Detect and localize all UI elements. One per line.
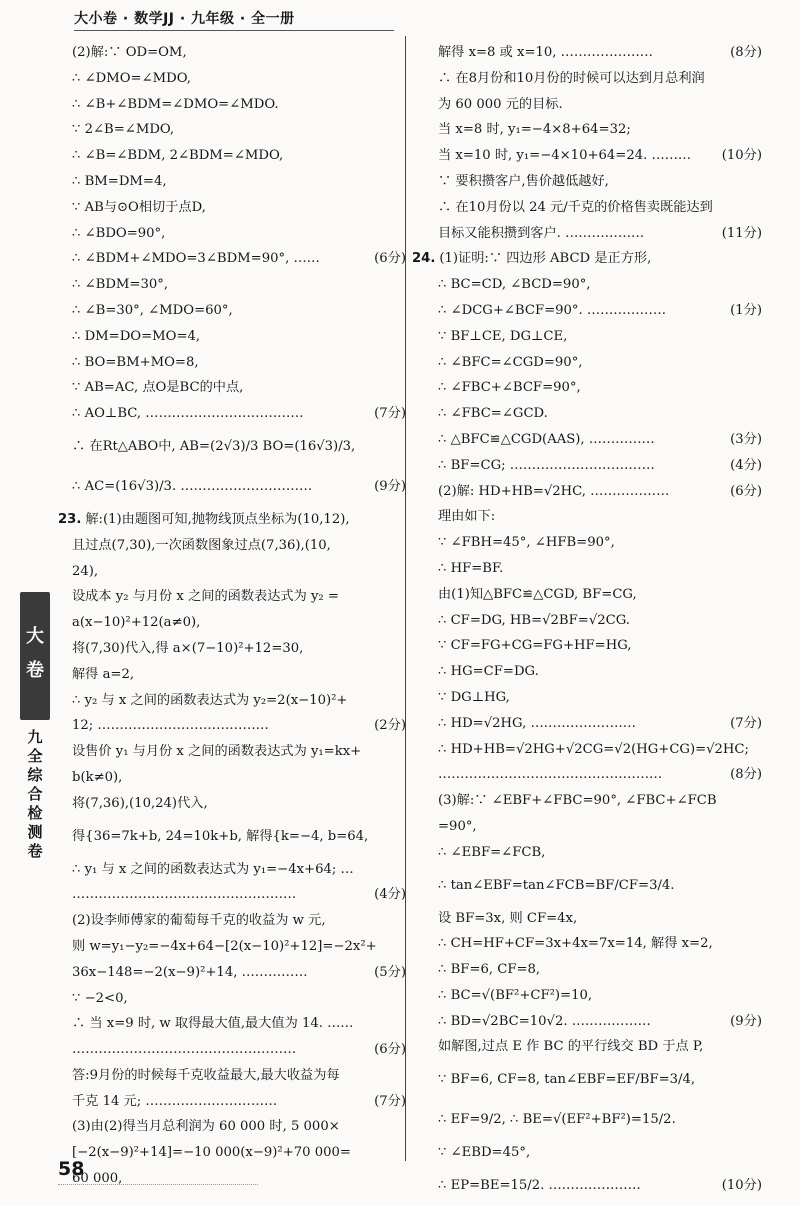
line-text: ∴ ∠EBF=∠FCB, [438, 844, 546, 860]
line-text: ∴ DM=DO=MO=4, [72, 328, 201, 344]
line-text: =90°, [438, 818, 477, 834]
line-text: a(x−10)²+12(a≠0), [72, 615, 201, 631]
solution-line [412, 453, 762, 479]
line-text: 36x−148=−2(x−9)²+14, …………… [72, 964, 308, 980]
line-text: ∵ BF⊥CE, DG⊥CE, [438, 328, 568, 344]
line-text: ∵ 要积攒客户,售价越低越好, [438, 173, 609, 189]
line-text: 24), [72, 563, 99, 579]
solution-line [58, 662, 406, 688]
line-text: 将(7,30)代入,得 a×(7−10)²+12=30, [72, 640, 304, 656]
line-text: …………………………………………… [438, 767, 663, 783]
line-text: 且过点(7,30),一次函数图象过点(7,36),(10, [72, 537, 331, 553]
line-text: ∴ HG=CF=DG. [438, 664, 539, 680]
solution-line [412, 866, 762, 906]
line-text: …………………………………………… [72, 887, 297, 903]
line-text: 如解图,过点 E 作 BC 的平行线交 BD 于点 P, [438, 1039, 704, 1055]
line-text: 理由如下: [438, 509, 496, 525]
solution-line [412, 1060, 762, 1100]
solution-line [412, 221, 762, 247]
line-text: ∴ CF=DG, HB=√2BF=√2CG. [438, 612, 630, 628]
line-text: ∵ CF=FG+CG=FG+HF=HG, [438, 638, 632, 654]
solution-line [58, 195, 406, 221]
solution-line [58, 584, 406, 610]
line-text: ∴ BO=BM+MO=8, [72, 354, 199, 370]
line-text: 设售价 y₁ 与月份 x 之间的函数表达式为 y₁=kx+ [72, 744, 362, 760]
line-text: ∴ AO⊥BC, ……………………………… [72, 406, 304, 422]
line-text: ∴ ∠BDO=90°, [72, 225, 166, 241]
column-divider [405, 36, 406, 1161]
line-text: (2)解:∵ OD=OM, [72, 45, 187, 60]
line-text: ∴ HD=√2HG, …………………… [438, 715, 636, 731]
solution-line [412, 298, 762, 324]
solution-line [412, 479, 762, 505]
solution-line [58, 636, 406, 662]
solution-line [412, 40, 762, 66]
solution-line [412, 659, 762, 685]
line-text: 则 w=y₁−y₂=−4x+64−[2(x−10)²+12]=−2x²+ [72, 938, 377, 954]
line-text: …………………………………………… [72, 1042, 297, 1058]
line-text: ∵ ∠EBD=45°, [438, 1145, 531, 1161]
left-column [58, 40, 406, 1192]
solution-line [58, 1114, 406, 1140]
line-text: 设成本 y₂ 与月份 x 之间的函数表达式为 y₂ = [72, 589, 339, 605]
line-text: ∵ ∠FBH=45°, ∠HFB=90°, [438, 535, 615, 551]
solution-line [58, 298, 406, 324]
solution-line [58, 533, 406, 559]
score-marker: (7分) [374, 1093, 406, 1109]
line-text: (2)设李师傅家的葡萄每千克的收益为 w 元, [72, 913, 326, 929]
solution-line [58, 1140, 406, 1166]
solution-line [58, 817, 406, 857]
solution-line [58, 1063, 406, 1089]
question-number: 24. [412, 251, 436, 267]
line-text: ∴ EF=9/2, ∴ BE=√(EF²+BF²)=15/2. [438, 1112, 676, 1128]
solution-line [58, 713, 406, 739]
line-text: (1)证明:∵ 四边形 ABCD 是正方形, [439, 251, 652, 267]
side-tab-char: 卷 [26, 660, 44, 681]
solution-line [412, 195, 762, 221]
solution-line [58, 1011, 406, 1037]
solution-line [58, 272, 406, 298]
solution-line [412, 957, 762, 983]
score-marker: (9分) [730, 1013, 762, 1029]
line-text: 解得 x=8 或 x=10, ………………… [438, 45, 653, 60]
line-text: ∴ ∠B+∠BDM=∠DMO=∠MDO. [72, 96, 279, 112]
solution-line [412, 324, 762, 350]
solution-line [412, 246, 762, 272]
solution-line [412, 504, 762, 530]
line-text: 将(7,36),(10,24)代入, [72, 795, 208, 811]
line-text: ∴ 在10月份以 24 元/千克的价格售卖既能达到 [438, 199, 713, 215]
score-marker: (3分) [730, 431, 762, 447]
footer-rule [58, 1184, 258, 1185]
solution-line [58, 739, 406, 765]
line-text: 得{36=7k+b, 24=10k+b, 解得{k=−4, b=64, [72, 828, 369, 844]
line-text: ∴ BF=CG; …………………………… [438, 457, 655, 473]
line-text: ∵ AB与⊙O相切于点D, [72, 199, 206, 215]
solution-line [412, 1009, 762, 1035]
line-text: ∴ 在8月份和10月份的时候可以达到月总利润 [438, 70, 705, 86]
score-marker: (4分) [374, 887, 406, 903]
line-text: 目标又能积攒到客户. ……………… [438, 225, 645, 241]
line-text: b(k≠0), [72, 769, 123, 785]
line-text: ∴ HF=BF. [438, 560, 504, 576]
line-text: ∵ BF=6, CF=8, tan∠EBF=EF/BF=3/4, [438, 1072, 696, 1088]
solution-line [58, 401, 406, 427]
score-marker: (6分) [374, 1042, 406, 1058]
line-text: 12; ………………………………… [72, 718, 269, 734]
solution-line [412, 350, 762, 376]
solution-line [412, 375, 762, 401]
line-text: 由(1)知△BFC≌△CGD, BF=CG, [438, 586, 637, 602]
side-tab-label [20, 620, 50, 688]
solution-line [58, 610, 406, 636]
solution-line [412, 1034, 762, 1060]
line-text: (3)解:∵ ∠EBF+∠FBC=90°, ∠FBC+∠FCB [438, 793, 717, 809]
score-marker: (10分) [721, 148, 762, 164]
line-text: (2)解: HD+HB=√2HC, ……………… [438, 483, 670, 499]
score-marker: (6分) [374, 251, 406, 267]
line-text: ∵ −2<0, [72, 990, 128, 1006]
solution-line [412, 711, 762, 737]
line-text: ∴ ∠DMO=∠MDO, [72, 70, 191, 86]
solution-line [412, 931, 762, 957]
solution-line [412, 427, 762, 453]
line-text: 60 000, [72, 1171, 123, 1187]
score-marker: (9分) [374, 478, 406, 494]
solution-line [58, 559, 406, 585]
solution-line [58, 169, 406, 195]
solution-line [412, 401, 762, 427]
line-text: 当 x=10 时, y₁=−4×10+64=24. ……… [438, 148, 692, 164]
solution-line [412, 556, 762, 582]
solution-line [412, 983, 762, 1009]
solution-line [58, 857, 406, 883]
line-text: ∵ DG⊥HG, [438, 689, 510, 705]
line-text: [−2(x−9)²+14]=−10 000(x−9)²+70 000= [72, 1145, 351, 1161]
score-marker: (8分) [730, 45, 762, 60]
line-text: ∴ ∠BDM=30°, [72, 277, 169, 293]
score-marker: (11分) [721, 225, 762, 241]
solution-line [412, 1140, 762, 1166]
line-text: ∴ ∠BDM+∠MDO=3∠BDM=90°, …… [72, 251, 320, 267]
line-text: ∴ EP=BE=15/2. ………………… [438, 1178, 641, 1194]
solution-line [58, 1037, 406, 1063]
solution-line [412, 737, 762, 763]
score-marker: (4分) [730, 457, 762, 473]
solution-line [58, 765, 406, 791]
solution-line [58, 324, 406, 350]
page-number: 58 [58, 1158, 85, 1180]
solution-line [58, 92, 406, 118]
line-text: ∴ ∠B=∠BDM, 2∠BDM=∠MDO, [72, 148, 284, 164]
solution-line [58, 350, 406, 376]
solution-line [58, 66, 406, 92]
solution-line [412, 1100, 762, 1140]
solution-line [412, 169, 762, 195]
solution-line [58, 143, 406, 169]
line-text: ∴ ∠DCG+∠BCF=90°. ……………… [438, 302, 667, 318]
solution-line [58, 221, 406, 247]
solution-line [58, 882, 406, 908]
line-text: 当 x=8 时, y₁=−4×8+64=32; [438, 122, 631, 138]
line-text: 解:(1)由题图可知,抛物线顶点坐标为(10,12), [85, 511, 350, 527]
line-text: ∴ y₂ 与 x 之间的函数表达式为 y₂=2(x−10)²+ [72, 692, 348, 708]
score-marker: (6分) [730, 483, 762, 499]
solution-line [58, 40, 406, 66]
side-caption: 九全综合检测卷 [27, 728, 43, 860]
solution-line [58, 960, 406, 986]
line-text: ∴ 在Rt△ABO中, AB=(2√3)/3 BO=(16√3)/3, [72, 438, 356, 454]
running-header: 大小卷 · 数学JJ · 九年级 · 全一册 [74, 11, 295, 27]
line-text: ∴ BM=DM=4, [72, 173, 167, 189]
solution-line [58, 908, 406, 934]
solution-line [412, 814, 762, 840]
solution-line [412, 272, 762, 298]
line-text: ∴ AC=(16√3)/3. ………………………… [72, 478, 313, 494]
line-text: 解得 a=2, [72, 666, 135, 682]
solution-line [412, 66, 762, 92]
line-text: ∴ 当 x=9 时, w 取得最大值,最大值为 14. …… [72, 1016, 354, 1032]
line-text: ∴ BC=CD, ∠BCD=90°, [438, 277, 591, 293]
side-tab-char: 大 [26, 626, 44, 647]
score-marker: (7分) [374, 406, 406, 422]
right-column [412, 40, 762, 1206]
line-text: ∵ AB=AC, 点O是BC的中点, [72, 380, 244, 396]
solution-line [412, 143, 762, 169]
solution-line [58, 246, 406, 272]
line-text: ∴ ∠FBC=∠GCD. [438, 406, 548, 422]
score-marker: (1分) [730, 302, 762, 318]
side-tab [20, 592, 50, 720]
score-marker: (10分) [721, 1178, 762, 1194]
solution-line [58, 791, 406, 817]
header-rule [74, 30, 394, 31]
solution-line [412, 530, 762, 556]
solution-line [412, 762, 762, 788]
solution-line [58, 375, 406, 401]
solution-line [58, 507, 406, 533]
line-text: 千克 14 元; ………………………… [72, 1093, 278, 1109]
solution-line [412, 788, 762, 814]
solution-line [412, 840, 762, 866]
solution-line [58, 986, 406, 1012]
solution-line [412, 582, 762, 608]
line-text: ∴ ∠B=30°, ∠MDO=60°, [72, 302, 233, 318]
line-text: ∴ CH=HF+CF=3x+4x=7x=14, 解得 x=2, [438, 936, 713, 952]
solution-line [58, 117, 406, 143]
solution-line [412, 1166, 762, 1206]
solution-line [412, 685, 762, 711]
solution-line [58, 1166, 406, 1192]
score-marker: (5分) [374, 964, 406, 980]
score-marker: (7分) [730, 715, 762, 731]
line-text: ∴ BD=√2BC=10√2. ……………… [438, 1013, 651, 1029]
solution-line [58, 427, 406, 467]
question-number: 23. [58, 511, 82, 527]
line-text: ∴ ∠FBC+∠BCF=90°, [438, 380, 581, 396]
score-marker: (2分) [374, 718, 406, 734]
line-text: ∴ BF=6, CF=8, [438, 962, 541, 978]
line-text: 设 BF=3x, 则 CF=4x, [438, 910, 578, 926]
line-text: ∴ △BFC≌△CGD(AAS), …………… [438, 431, 655, 447]
solution-line [58, 934, 406, 960]
solution-line [58, 467, 406, 507]
line-text: ∴ y₁ 与 x 之间的函数表达式为 y₁=−4x+64; … [72, 861, 354, 877]
solution-line [58, 1089, 406, 1115]
solution-line [412, 633, 762, 659]
line-text: ∵ 2∠B=∠MDO, [72, 122, 175, 138]
line-text: 为 60 000 元的目标. [438, 96, 563, 112]
line-text: (3)由(2)得当月总利润为 60 000 时, 5 000× [72, 1119, 340, 1135]
solution-line [412, 906, 762, 932]
solution-line [412, 117, 762, 143]
solution-line [58, 688, 406, 714]
line-text: ∴ ∠BFC=∠CGD=90°, [438, 354, 583, 370]
line-text: ∴ HD+HB=√2HG+√2CG=√2(HG+CG)=√2HC; [438, 741, 749, 757]
solution-line [412, 608, 762, 634]
line-text: ∴ tan∠EBF=tan∠FCB=BF/CF=3/4. [438, 877, 675, 893]
line-text: ∴ BC=√(BF²+CF²)=10, [438, 987, 593, 1003]
solution-line [412, 92, 762, 118]
score-marker: (8分) [730, 767, 762, 783]
line-text: 答:9月份的时候每千克收益最大,最大收益为每 [72, 1067, 340, 1083]
